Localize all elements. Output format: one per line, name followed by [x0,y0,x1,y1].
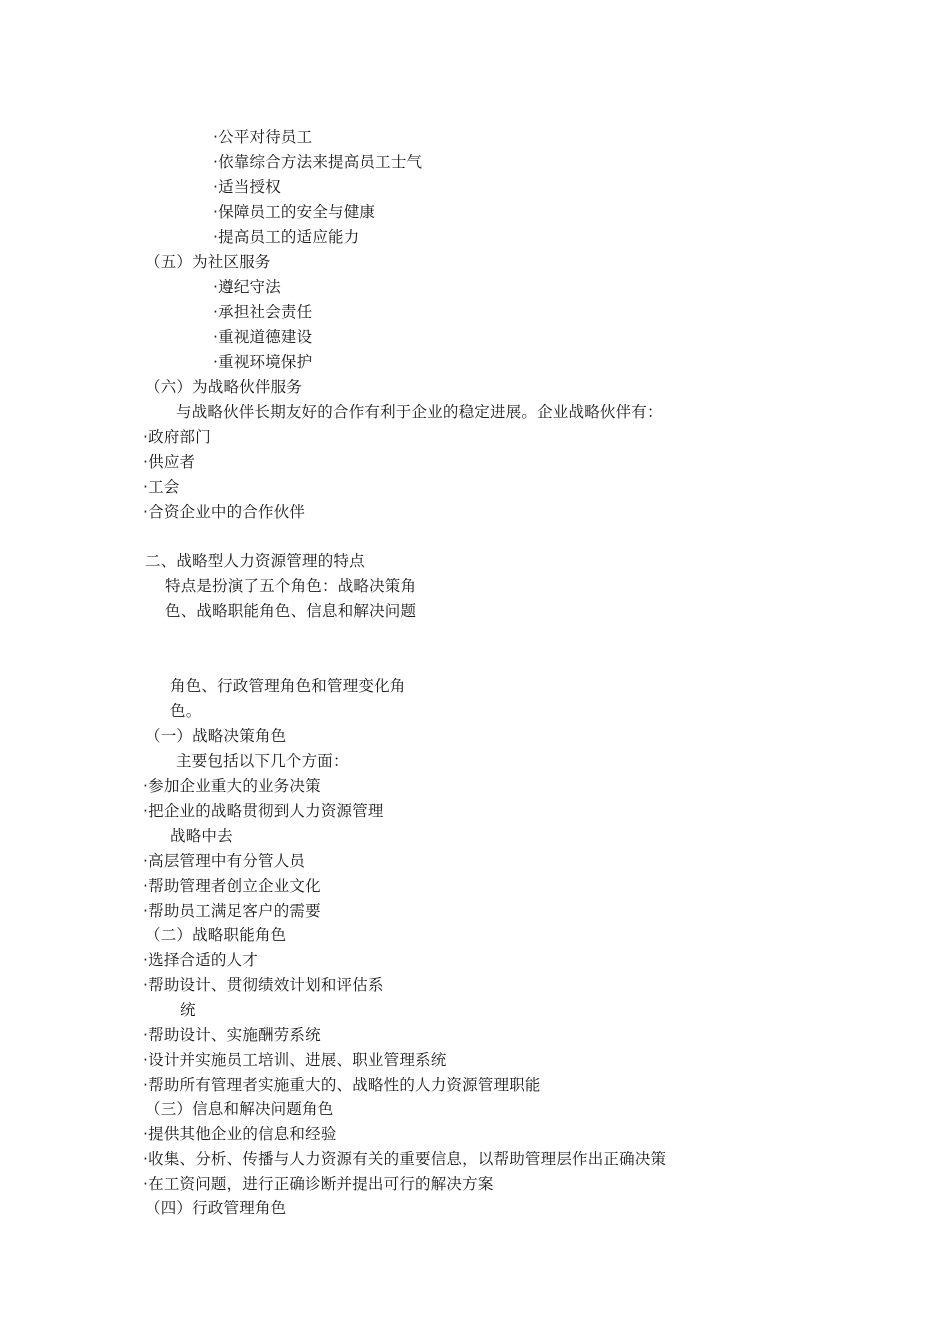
bullet-union: ·工会 [143,478,180,496]
section-heading-community: （五）为社区服务 [145,253,271,271]
bullet-ethics: ·重视道德建设 [213,328,313,346]
bullet-suppliers: ·供应者 [143,453,196,471]
bullet-other-companies-info: ·提供其他企业的信息和经验 [143,1125,337,1143]
bullet-customer-needs: ·帮助员工满足客户的需要 [143,902,321,920]
section-heading-administrative-role: （四）行政管理角色 [145,1199,287,1217]
bullet-training-system: ·设计并实施员工培训、进展、职业管理系统 [143,1051,447,1069]
bullet-environment: ·重视环境保护 [213,353,313,371]
bullet-social-responsibility: ·承担社会责任 [213,303,313,321]
bullet-performance-system: ·帮助设计、贯彻绩效计划和评估系 [143,976,384,994]
section-heading-decision-role: （一）战略决策角色 [145,727,287,745]
bullet-safety-health: ·保障员工的安全与健康 [213,203,376,221]
bullet-corporate-culture: ·帮助管理者创立企业文化 [143,877,321,895]
paragraph-five-roles-2: 色、战略职能角色、信息和解决问题 [165,602,417,620]
bullet-adaptability: ·提高员工的适应能力 [213,228,360,246]
bullet-strategy-into-hrm-cont: 战略中去 [170,827,233,845]
bullet-government: ·政府部门 [143,428,211,446]
bullet-morale: ·依靠综合方法来提高员工士气 [213,153,423,171]
bullet-fair-treatment: ·公平对待员工 [213,128,313,146]
bullet-strategic-hrm-functions: ·帮助所有管理者实施重大的、战略性的人力资源管理职能 [143,1076,541,1094]
bullet-wage-issues: ·在工资问题，进行正确诊断并提出可行的解决方案 [143,1175,494,1193]
bullet-joint-venture: ·合资企业中的合作伙伴 [143,503,306,521]
bullet-compensation-system: ·帮助设计、实施酬劳系统 [143,1026,321,1044]
section-heading-partners: （六）为战略伙伴服务 [145,378,303,396]
section-heading-information-role: （三）信息和解决问题角色 [145,1100,334,1118]
bullet-delegation: ·适当授权 [213,178,281,196]
bullet-law: ·遵纪守法 [213,278,281,296]
bullet-senior-management: ·高层管理中有分管人员 [143,852,306,870]
section-heading-functional-role: （二）战略职能角色 [145,926,287,944]
bullet-performance-system-cont: 统 [180,1001,196,1019]
bullet-select-talent: ·选择合适的人才 [143,951,259,969]
paragraph-main-aspects: 主要包括以下几个方面： [176,752,349,770]
chapter-heading-strategic-hrm: 二、战略型人力资源管理的特点 [145,552,365,570]
paragraph-partners: 与战略伙伴长期友好的合作有利于企业的稳定进展。企业战略伙伴有： [176,403,663,421]
bullet-strategy-into-hrm: ·把企业的战略贯彻到人力资源管理 [143,802,384,820]
bullet-collect-analyze-info: ·收集、分析、传播与人力资源有关的重要信息，以帮助管理层作出正确决策 [143,1150,667,1168]
paragraph-five-roles-4: 色。 [170,702,202,720]
paragraph-five-roles-3: 角色、行政管理角色和管理变化角 [170,677,406,695]
paragraph-five-roles-1: 特点是扮演了五个角色：战略决策角 [165,577,417,595]
bullet-business-decisions: ·参加企业重大的业务决策 [143,777,321,795]
